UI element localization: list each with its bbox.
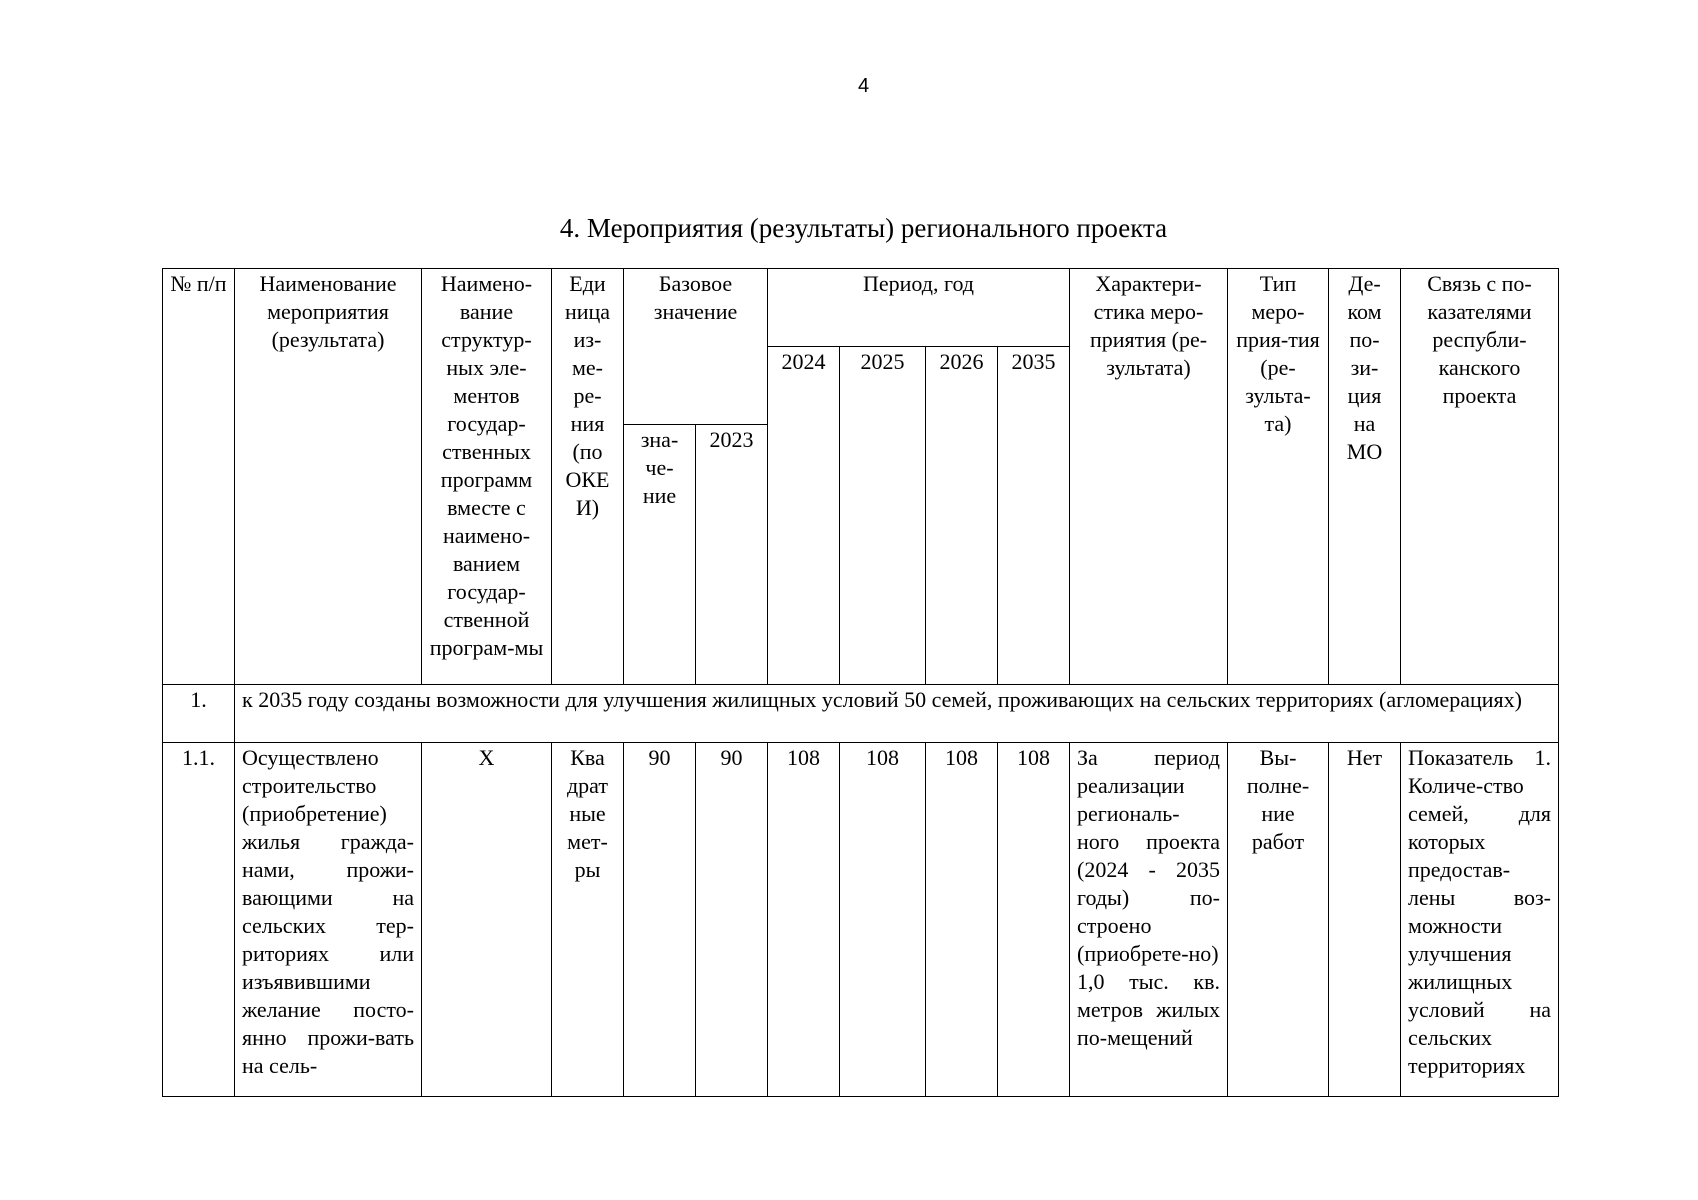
row-unit-text: Ква драт ные мет-ры — [566, 745, 608, 882]
measures-table — [162, 268, 1559, 1097]
header-name — [235, 269, 422, 685]
group-num-text: 1. — [190, 687, 207, 712]
row-2025 — [840, 743, 926, 1097]
row-2025-text: 108 — [866, 745, 899, 770]
row-decomposition-text: Нет — [1346, 745, 1383, 770]
group-num — [163, 685, 235, 743]
row-name-text: Осуществлено строительство (приобретение) жилья гражда-нами, прожи-вающими на сельских тер-риториях или изъявившими желание посто-янно прожи-вать на сель- — [242, 745, 414, 1078]
row-structural — [422, 743, 552, 1097]
row-2026 — [926, 743, 998, 1097]
header-decomposition — [1329, 269, 1401, 685]
header-base-text: Базовое значение — [653, 271, 738, 324]
header-period — [768, 269, 1070, 347]
page-number: 4 — [857, 75, 870, 97]
row-2035 — [998, 743, 1070, 1097]
header-year-2035-text: 2035 — [1011, 349, 1056, 374]
group-row — [163, 685, 1559, 743]
header-base-year — [696, 425, 768, 685]
header-base-value-text: зна-че-ние — [640, 427, 679, 508]
header-unit — [552, 269, 624, 685]
header-year-2025 — [840, 347, 926, 685]
row-num — [163, 743, 235, 1097]
header-period-text: Период, год — [862, 271, 975, 296]
header-base — [624, 269, 768, 425]
table-row — [163, 743, 1559, 1097]
row-link — [1401, 743, 1559, 1097]
row-unit — [552, 743, 624, 1097]
row-link-text: Показатель 1. Количе-ство семей, для которых предостав-лены воз-можности улучшения жилищных условий на сельских территориях — [1408, 745, 1551, 1078]
header-row-1 — [163, 269, 1559, 347]
row-2024-text: 108 — [787, 745, 820, 770]
header-link — [1401, 269, 1559, 685]
header-unit-text: Еди ница из-ме-ре-ния (по ОКЕ И) — [564, 271, 611, 520]
row-num-text: 1.1. — [182, 745, 215, 770]
header-type-text: Тип меро-прия-тия (ре-зульта-та) — [1236, 271, 1320, 436]
header-link-text: Связь с по-казателями республи-канского проекта — [1427, 271, 1532, 408]
row-base-value — [624, 743, 696, 1097]
section-title: 4. Мероприятия (результаты) регионального проекта — [559, 213, 1168, 243]
row-base-year — [696, 743, 768, 1097]
header-year-2026 — [926, 347, 998, 685]
header-structural-text: Наимено-вание структур-ных эле-ментов государ-ственных программ вместе с наимено-ванием государ-ственной програм-мы — [429, 271, 544, 660]
header-base-value — [624, 425, 696, 685]
row-name — [235, 743, 422, 1097]
header-base-year-text: 2023 — [709, 427, 754, 452]
header-year-2035 — [998, 347, 1070, 685]
header-year-2025-text: 2025 — [860, 349, 905, 374]
header-year-2024 — [768, 347, 840, 685]
row-structural-text: Х — [478, 745, 495, 770]
row-decomposition — [1329, 743, 1401, 1097]
row-characteristic-text: За период реализации региональ-ного проекта (2024 - 2035 годы) по-строено (приобрете-но) 1,0 тыс. кв. метров жилых по-мещений — [1077, 745, 1220, 1050]
header-year-2026-text: 2026 — [939, 349, 984, 374]
row-characteristic — [1070, 743, 1228, 1097]
header-name-text: Наименование мероприятия (результата) — [259, 271, 397, 352]
row-2026-text: 108 — [945, 745, 978, 770]
group-text-cell — [235, 685, 1559, 743]
row-type-text: Вы-полне-ние работ — [1246, 745, 1310, 854]
header-structural — [422, 269, 552, 685]
header-type — [1228, 269, 1329, 685]
header-year-2024-text: 2024 — [781, 349, 826, 374]
header-characteristic — [1070, 269, 1228, 685]
row-2024 — [768, 743, 840, 1097]
row-type — [1228, 743, 1329, 1097]
header-num-text: № п/п — [170, 271, 227, 296]
header-decomposition-text: Де-ком по-зи-ция на МО — [1346, 271, 1383, 464]
row-base-value-text: 90 — [648, 745, 671, 770]
group-text: к 2035 году созданы возможности для улучшения жилищных условий 50 семей, проживающих на сельских территориях (агломерациях) — [242, 687, 1523, 712]
header-num — [163, 269, 235, 685]
row-2035-text: 108 — [1017, 745, 1050, 770]
header-characteristic-text: Характери-стика меро-приятия (ре-зультата) — [1089, 271, 1208, 380]
row-base-year-text: 90 — [720, 745, 743, 770]
